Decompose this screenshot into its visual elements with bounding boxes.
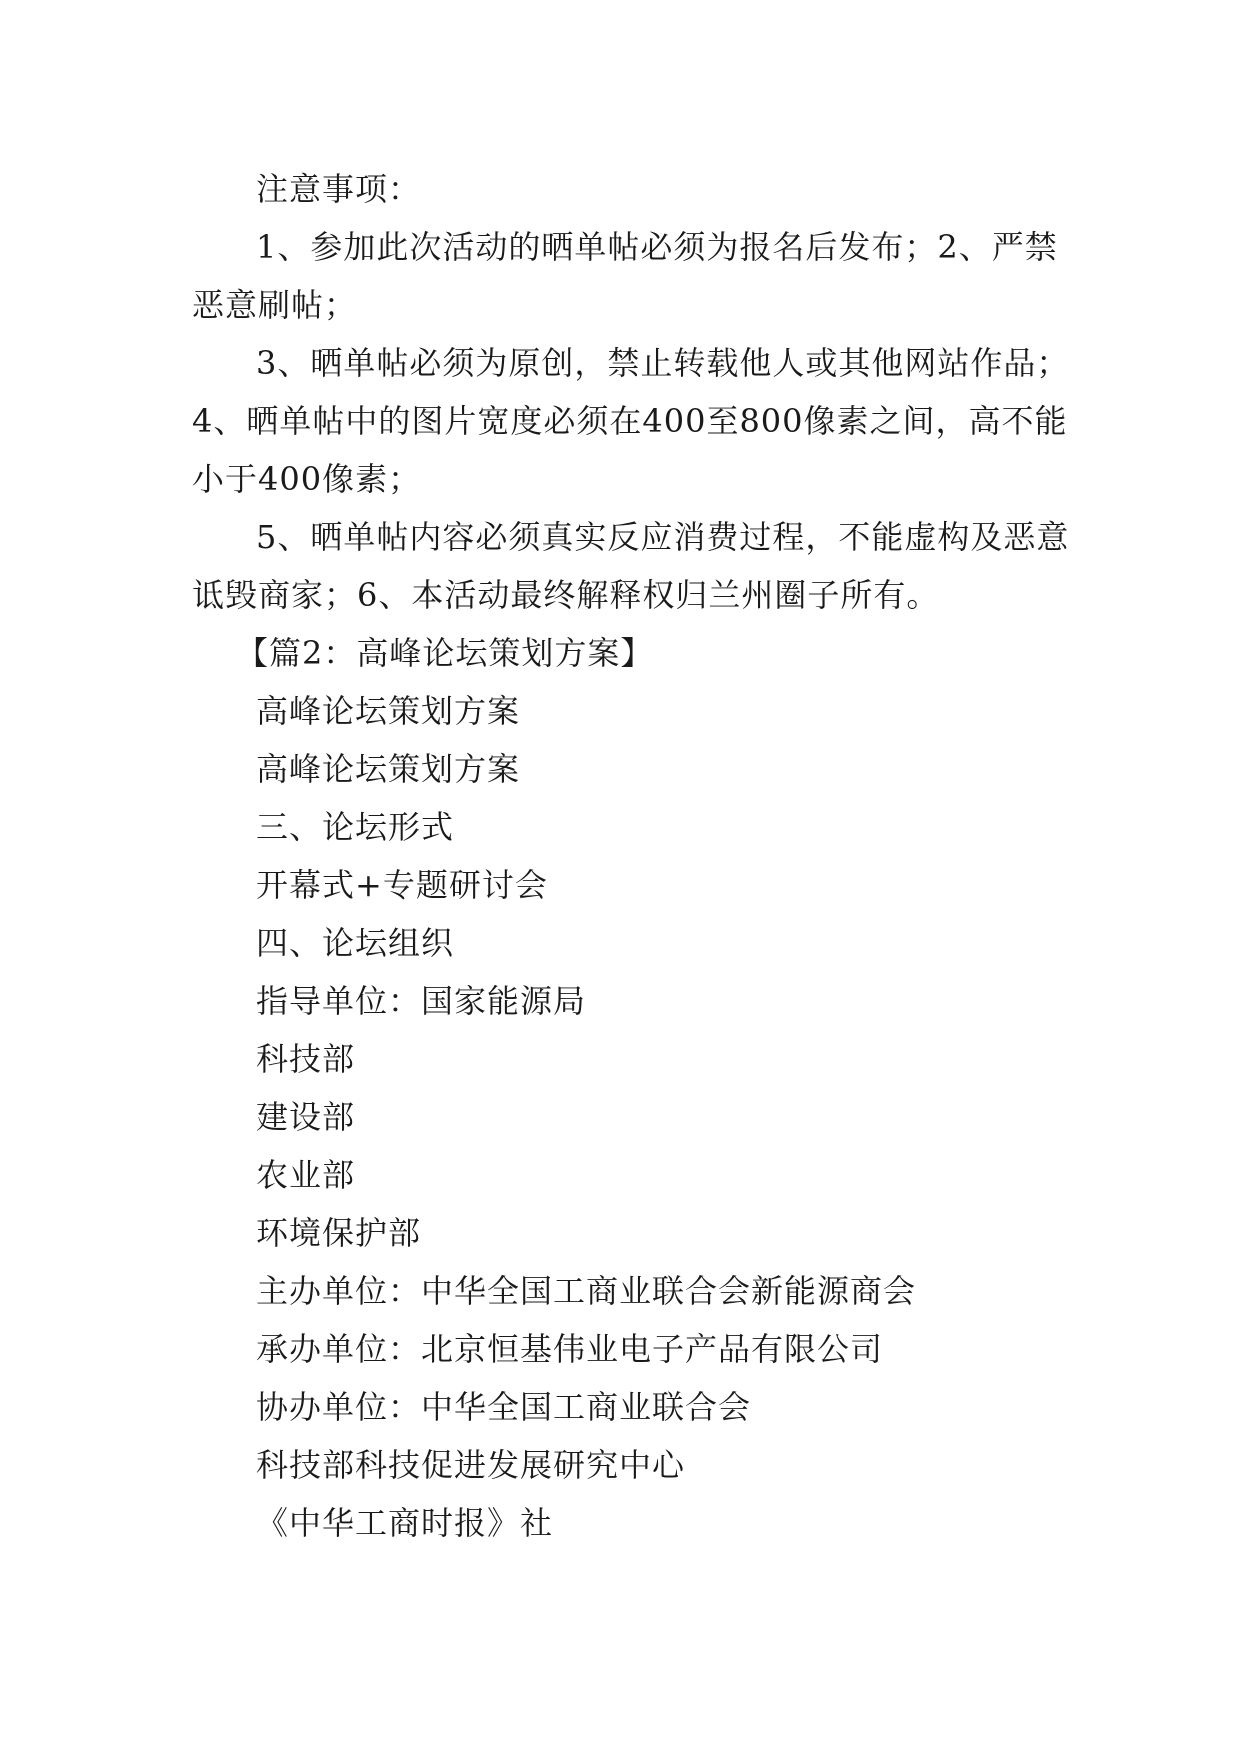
body-line: 科技部科技促进发展研究中心	[256, 1446, 686, 1484]
body-line: 协办单位：中华全国工商业联合会	[256, 1388, 752, 1426]
section-title: 【篇2：高峰论坛策划方案】	[236, 634, 654, 672]
body-line: 环境保护部	[256, 1214, 422, 1252]
body-line: 建设部	[256, 1098, 356, 1136]
body-line: 农业部	[256, 1156, 356, 1194]
body-line: 开幕式+专题研讨会	[256, 866, 548, 904]
body-line: 主办单位：中华全国工商业联合会新能源商会	[256, 1272, 917, 1310]
body-line: 高峰论坛策划方案	[256, 750, 521, 788]
body-line: 四、论坛组织	[256, 924, 455, 962]
document-body	[192, 160, 1072, 1552]
notice-item-3-4: 3、晒单帖必须为原创，禁止转载他人或其他网站作品；4、晒单帖中的图片宽度必须在400至800像素之间，高不能小于400像素；	[192, 344, 1070, 498]
body-line: 《中华工商时报》社	[256, 1504, 554, 1542]
notice-item-5-6: 5、晒单帖内容必须真实反应消费过程，不能虚构及恶意诋毁商家；6、本活动最终解释权归兰州圈子所有。	[192, 518, 1070, 614]
body-line: 高峰论坛策划方案	[256, 692, 521, 730]
body-line: 承办单位：北京恒基伟业电子产品有限公司	[256, 1330, 884, 1368]
body-line: 三、论坛形式	[256, 808, 455, 846]
notice-item-1-2: 1、参加此次活动的晒单帖必须为报名后发布；2、严禁恶意刷帖；	[192, 228, 1058, 324]
body-line: 科技部	[256, 1040, 356, 1078]
notice-heading: 注意事项：	[256, 170, 422, 208]
body-line: 指导单位：国家能源局	[256, 982, 587, 1020]
